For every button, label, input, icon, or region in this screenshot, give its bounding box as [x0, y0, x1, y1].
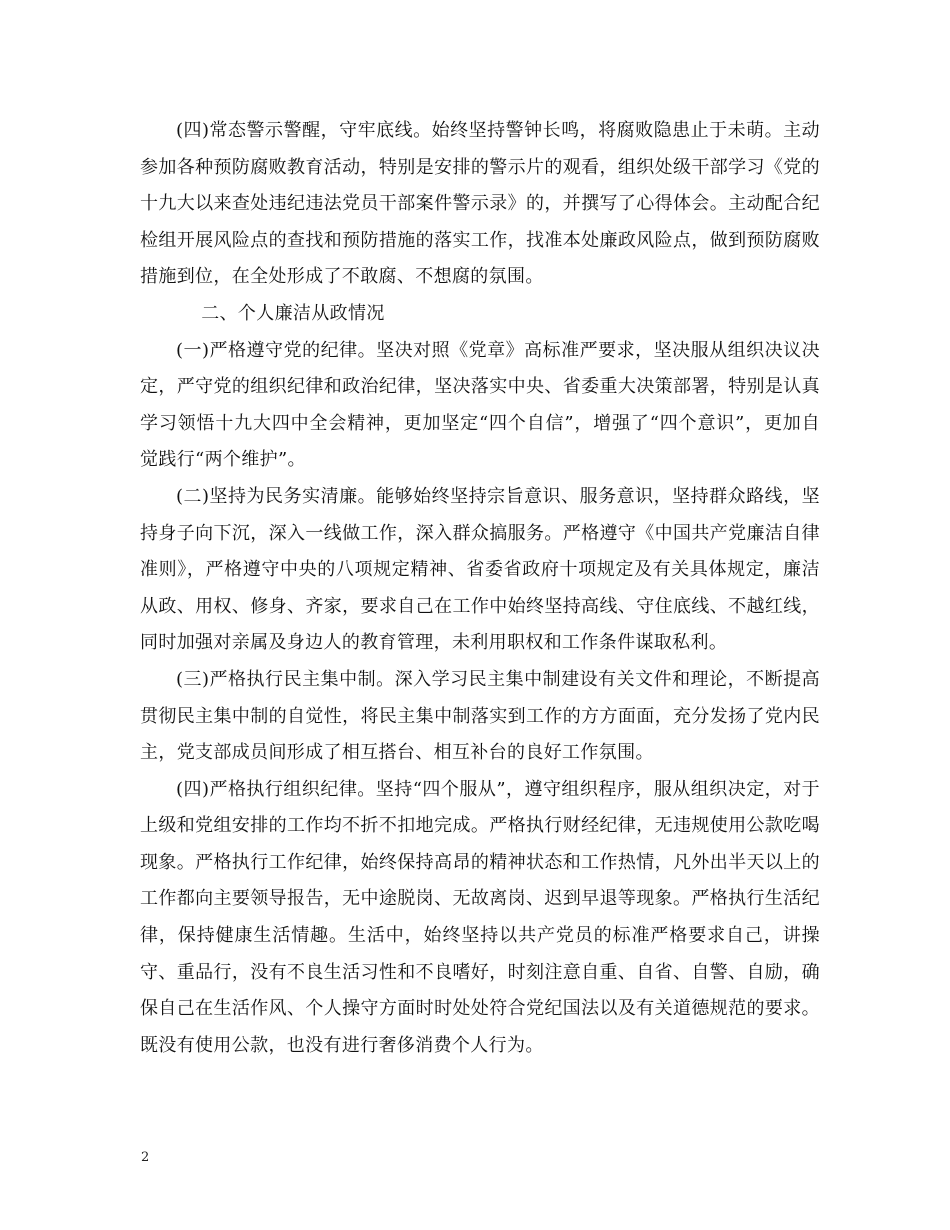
paragraph-democratic-centralism: (三)严格执行民主集中制。深入学习民主集中制建设有关文件和理论，不断提高贯彻民主集中制的自觉性，将民主集中制落实到工作的方方面面，充分发扬了党内民主，党支部成员间形成了相互搭台、相互补台的良好工作氛围。 — [140, 668, 820, 764]
paragraph-serve-people: (二)坚持为民务实清廉。能够始终坚持宗旨意识、服务意识，坚持群众路线，坚持身子向下沉，深入一线做工作，深入群众搞服务。严格遵守《中国共产党廉洁自律准则》，严格遵守中央的八项规定精神、省委省政府十项规定及有关具体规定，廉洁从政、用权、修身、齐家，要求自己在工作中始终坚持高线、守住底线、不越红线，同时加强对亲属及身边人的教育管理，未利用职权和工作条件谋取私利。 — [140, 485, 820, 654]
paragraph-organizational-discipline: (四)严格执行组织纪律。坚持“四个服从”，遵守组织程序，服从组织决定，对于上级和党组安排的工作均不折不扣地完成。严格执行财经纪律，无违规使用公款吃喝现象。严格执行工作纪律，始终保持高昂的精神状态和工作热情，凡外出半天以上的工作都向主要领导报告，无中途脱岗、无故离岗、迟到早退等现象。严格执行生活纪律，保持健康生活情趣。生活中，始终坚持以共产党员的标准严格要求自己，讲操守、重品行，没有不良生活习性和不良嗜好，时刻注意自重、自省、自警、自励，确保自己在生活作风、个人操守方面时时处处符合党纪国法以及有关道德规范的要求。既没有使用公款，也没有进行奢侈消费个人行为。 — [140, 778, 820, 1056]
document-body — [140, 113, 820, 1064]
page-number: 2 — [141, 1150, 150, 1165]
section-heading: 二、个人廉洁从政情况 — [201, 302, 385, 324]
paragraph-warning-education: (四)常态警示警醒，守牢底线。始终坚持警钟长鸣，将腐败隐患止于未萌。主动参加各种预防腐败教育活动，特别是安排的警示片的观看，组织处级干部学习《党的十九大以来查处违纪违法党员干部案件警示录》的，并撰写了心得体会。主动配合纪检组开展风险点的查找和预防措施的落实工作，找准本处廉政风险点，做到预防腐败措施到位，在全处形成了不敢腐、不想腐的氛围。 — [140, 120, 820, 288]
paragraph-party-discipline: (一)严格遵守党的纪律。坚决对照《党章》高标准严要求，坚决服从组织决议决定，严守党的组织纪律和政治纪律，坚决落实中央、省委重大决策部署，特别是认真学习领悟十九大四中全会精神，更加坚定“四个自信”，增强了“四个意识”，更加自觉践行“两个维护”。 — [140, 339, 820, 471]
